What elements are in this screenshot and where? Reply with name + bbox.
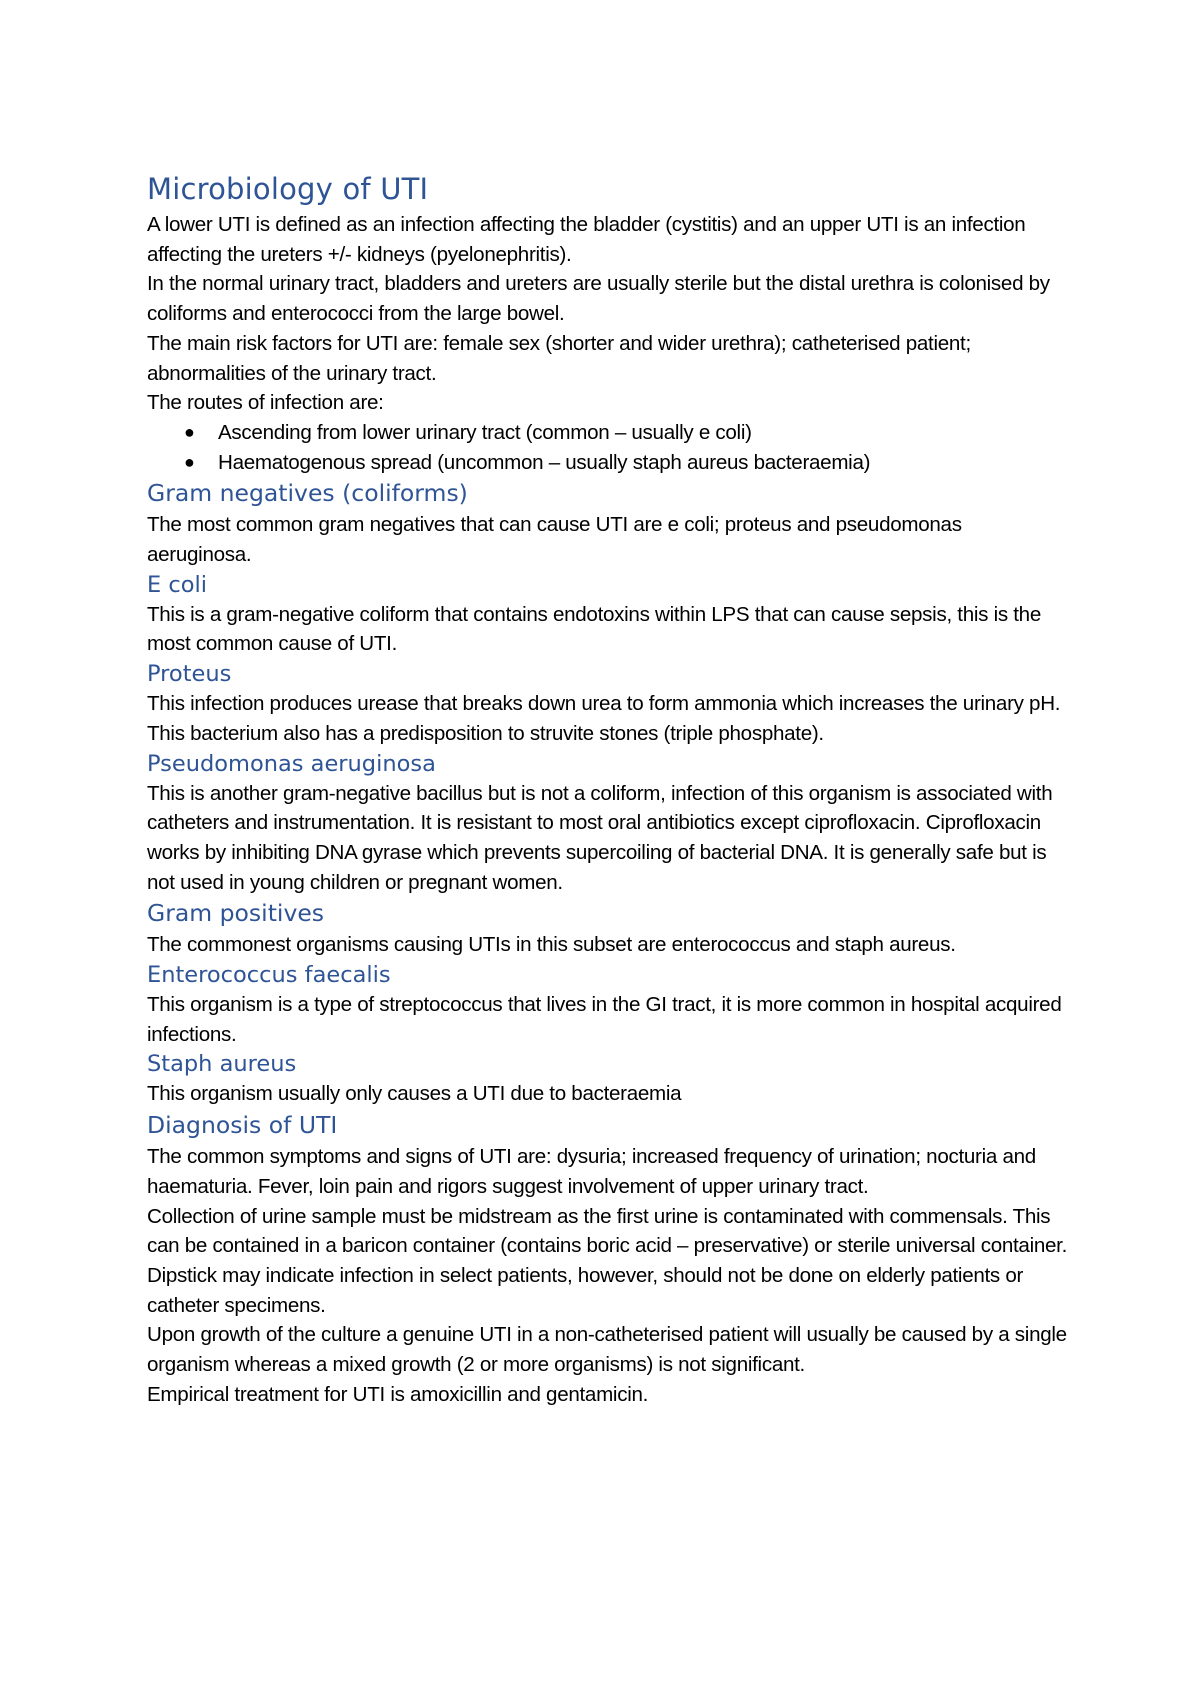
route-haematogenous: Haematogenous spread (uncommon – usually staph aureus bacteraemia) bbox=[218, 450, 871, 474]
heading-diagnosis: Diagnosis of UTI bbox=[147, 1111, 338, 1140]
heading-enterococcus: Enterococcus faecalis bbox=[147, 962, 391, 989]
intro-definition: A lower UTI is defined as an infection affecting the bladder (cystitis) and an upper UTI is an infection affecting the ureters +/- kidneys (pyelonephritis). bbox=[147, 213, 1026, 266]
document-title: Microbiology of UTI bbox=[147, 172, 429, 206]
diagnosis-culture: Upon growth of the culture a genuine UTI in a non-catheterised patient will usually be caused by a single organism whereas a mixed growth (2 or more organisms) is not significant. bbox=[147, 1323, 1067, 1377]
diagnosis-treatment: Empirical treatment for UTI is amoxicillin and gentamicin. bbox=[147, 1382, 649, 1406]
staph-aureus-text: This organism usually only causes a UTI due to bacteraemia bbox=[147, 1082, 682, 1106]
gram-negatives-text: The most common gram negatives that can cause UTI are e coli; proteus and pseudomonas aeruginosa. bbox=[147, 513, 962, 567]
intro-normal-tract: In the normal urinary tract, bladders and ureters are usually sterile but the distal urethra is colonised by coliforms and enterococci from the large bowel. bbox=[147, 272, 1050, 326]
bullet-icon: ● bbox=[184, 421, 195, 442]
pseudomonas-text: This is another gram-negative bacillus but is not a coliform, infection of this organism is associated with catheters and instrumentation. It is resistant to most oral antibiotics except ciprofloxacin. Ciprofloxacin works by inhibiting DNA gyrase which prevents supercoiling of bacterial DNA. It is generally safe but is not used in young children or pregnant women. bbox=[147, 781, 1053, 894]
intro-routes-label: The routes of infection are: bbox=[147, 391, 384, 415]
document-page bbox=[147, 168, 1067, 1410]
list-item bbox=[147, 448, 1067, 478]
intro-risk-factors: The main risk factors for UTI are: female sex (shorter and wider urethra); catheterised patient; abnormalities of the urinary tract. bbox=[147, 331, 971, 385]
heading-pseudomonas: Pseudomonas aeruginosa bbox=[147, 750, 436, 777]
e-coli-text: This is a gram-negative coliform that contains endotoxins within LPS that can cause sepsis, this is the most common cause of UTI. bbox=[147, 602, 1041, 656]
diagnosis-collection: Collection of urine sample must be midstream as the first urine is contaminated with commensals. This can be contained in a baricon container (contains boric acid – preservative) or sterile universal container. bbox=[147, 1204, 1068, 1258]
routes-list bbox=[147, 418, 1067, 477]
bullet-icon: ● bbox=[184, 451, 195, 472]
diagnosis-symptoms: The common symptoms and signs of UTI are: dysuria; increased frequency of urination; nocturia and haematuria. Fever, loin pain and rigors suggest involvement of upper urinary tract. bbox=[147, 1145, 1036, 1198]
enterococcus-text: This organism is a type of streptococcus that lives in the GI tract, it is more common in hospital acquired infections. bbox=[147, 993, 1062, 1046]
heading-e-coli: E coli bbox=[147, 571, 208, 598]
diagnosis-dipstick: Dipstick may indicate infection in select patients, however, should not be done on elderly patients or catheter specimens. bbox=[147, 1263, 1024, 1317]
route-ascending: Ascending from lower urinary tract (common – usually e coli) bbox=[218, 420, 752, 444]
heading-staph-aureus: Staph aureus bbox=[147, 1051, 297, 1078]
heading-proteus: Proteus bbox=[147, 661, 232, 688]
heading-gram-negatives: Gram negatives (coliforms) bbox=[147, 479, 468, 508]
heading-gram-positives: Gram positives bbox=[147, 899, 325, 928]
gram-positives-text: The commonest organisms causing UTIs in this subset are enterococcus and staph aureus. bbox=[147, 933, 956, 957]
proteus-text: This infection produces urease that breaks down urea to form ammonia which increases the urinary pH. This bacterium also has a predisposition to struvite stones (triple phosphate). bbox=[147, 692, 1061, 745]
list-item bbox=[147, 418, 1067, 448]
